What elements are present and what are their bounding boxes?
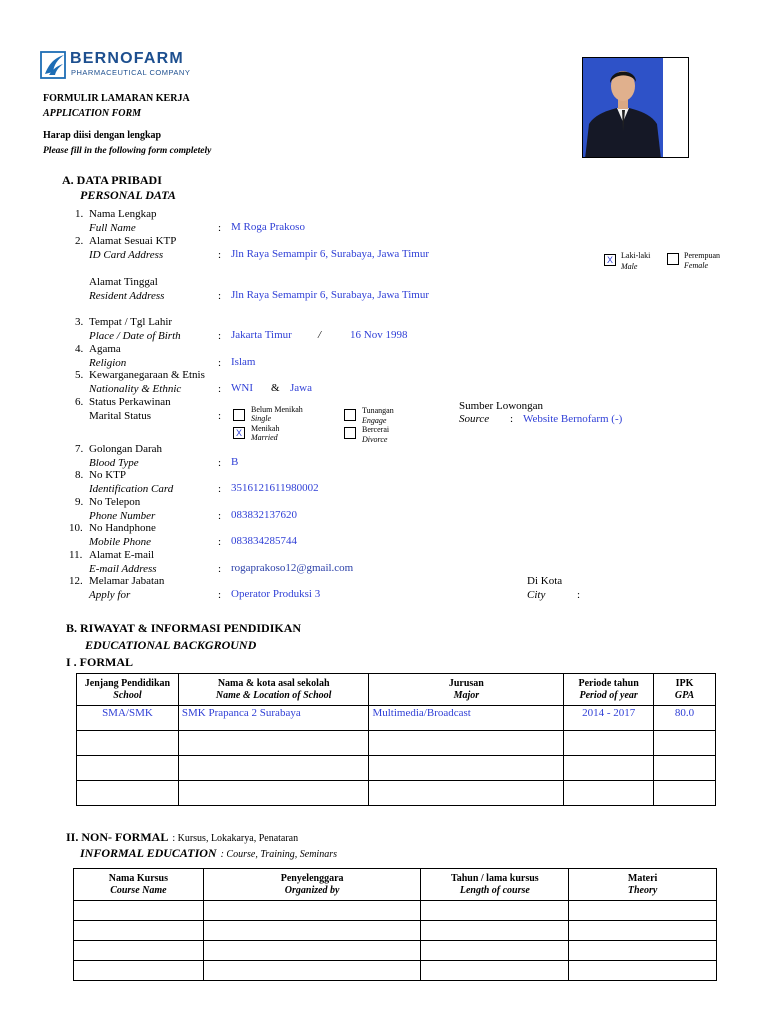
id-address-value[interactable]: Jln Raya Semampir 6, Surabaya, Jawa Timur (231, 248, 429, 260)
marital-married-checkbox[interactable]: X (233, 427, 245, 439)
table-cell[interactable] (421, 901, 569, 921)
column-header: Nama & kota asal sekolah Name & Location of School (178, 674, 369, 706)
phone-label: No Telepon (89, 496, 141, 508)
table-cell[interactable] (654, 731, 716, 756)
gender-female-checkbox[interactable] (667, 253, 679, 265)
form-title-en: APPLICATION FORM (43, 108, 142, 119)
phone-label-en: Phone Number (89, 510, 156, 522)
field-number: 11. (69, 549, 83, 561)
field-number: 4. (75, 343, 84, 355)
table-cell[interactable] (569, 961, 717, 981)
column-header: IPK GPA (654, 674, 716, 706)
instruction-en: Please fill in the following form completely (43, 146, 212, 156)
colon: : (218, 457, 222, 469)
ktp-label: No KTP (89, 469, 126, 481)
column-header: Tahun / lama kursus Length of course (421, 869, 569, 901)
table-cell[interactable] (564, 781, 654, 806)
source-label-en: Source (459, 413, 490, 425)
blood-label: Golongan Darah (89, 443, 163, 455)
colon: : (218, 589, 222, 601)
table-row (77, 731, 716, 756)
birth-label: Tempat / Tgl Lahir (89, 316, 173, 328)
gender-male-label-en: Male (621, 262, 638, 271)
colon: : (510, 413, 514, 425)
form-title-id: FORMULIR LAMARAN KERJA (43, 93, 190, 104)
colon: : (218, 510, 222, 522)
table-cell[interactable] (178, 781, 369, 806)
field-number: 2. (75, 235, 84, 247)
table-cell[interactable] (569, 921, 717, 941)
birth-place-value[interactable]: Jakarta Timur (231, 329, 292, 341)
marital-divorced-label-en: Divorce (362, 435, 388, 444)
table-cell[interactable] (74, 921, 204, 941)
table-cell[interactable] (421, 961, 569, 981)
resident-address-value[interactable]: Jln Raya Semampir 6, Surabaya, Jawa Timur (231, 289, 429, 301)
table-cell[interactable] (564, 731, 654, 756)
formal-education-table (76, 673, 716, 806)
marital-engaged-label: Tunangan (362, 406, 394, 415)
table-cell[interactable] (77, 781, 179, 806)
applicant-portrait-icon (583, 58, 689, 158)
colon: : (218, 563, 222, 575)
colon: : (218, 536, 222, 548)
ethnic-value[interactable]: Jawa (290, 382, 312, 394)
table-row (77, 781, 716, 806)
nationality-label: Kewarganegaraan & Etnis (89, 369, 205, 381)
colon: : (218, 383, 222, 395)
nationality-label-en: Nationality & Ethnic (89, 383, 182, 395)
company-logo (40, 50, 220, 82)
city-label-en: City (527, 589, 546, 601)
religion-label: Agama (89, 343, 121, 355)
table-cell[interactable] (203, 901, 421, 921)
table-cell[interactable] (74, 941, 204, 961)
table-cell[interactable] (178, 756, 369, 781)
table-row (77, 756, 716, 781)
nonformal-title-en-line (80, 844, 337, 862)
table-row (74, 941, 717, 961)
colon: : (218, 330, 222, 342)
applicant-photo (582, 57, 689, 158)
email-label: Alamat E-mail (89, 549, 155, 561)
section-a-title: A. DATA PRIBADI (62, 173, 162, 187)
marital-label-en: Marital Status (89, 410, 152, 422)
mobile-value[interactable]: 083834285744 (231, 535, 297, 547)
field-number: 8. (75, 469, 84, 481)
nonformal-education-table (73, 868, 717, 981)
section-b-title: B. RIWAYAT & INFORMASI PENDIDIKAN (66, 621, 302, 635)
marital-married-label: Menikah (251, 424, 280, 433)
birth-separator: / (318, 329, 322, 341)
nonformal-title-en: INFORMAL EDUCATION (80, 846, 217, 860)
colon: : (218, 222, 222, 234)
table-cell[interactable] (77, 756, 179, 781)
table-cell[interactable] (421, 941, 569, 961)
table-cell[interactable] (203, 921, 421, 941)
gender-male-label: Laki-laki (621, 251, 651, 260)
position-value[interactable]: Operator Produksi 3 (231, 588, 321, 600)
field-number: 5. (75, 369, 84, 381)
table-cell[interactable] (203, 961, 421, 981)
religion-value[interactable]: Islam (231, 356, 256, 368)
ktp-label-en: Identification Card (89, 483, 174, 495)
birth-label-en: Place / Date of Birth (89, 330, 181, 342)
column-header: Jenjang Pendidikan School (77, 674, 179, 706)
field-number: 9. (75, 496, 84, 508)
full-name-label: Nama Lengkap (89, 208, 157, 220)
company-name: BERNOFARM (70, 50, 184, 67)
field-number: 6. (75, 396, 84, 408)
instruction-id: Harap diisi dengan lengkap (43, 130, 162, 141)
marital-engaged-checkbox[interactable] (344, 409, 356, 421)
id-address-label: Alamat Sesuai KTP (89, 235, 177, 247)
colon: : (218, 410, 222, 422)
table-cell[interactable] (178, 731, 369, 756)
nonformal-subtitle-en: : Course, Training, Seminars (220, 849, 337, 860)
position-label-en: Apply for (89, 589, 131, 601)
table-header-row (77, 674, 716, 706)
position-label: Melamar Jabatan (89, 575, 165, 587)
table-row (74, 961, 717, 981)
field-number: 10. (69, 522, 83, 534)
formal-title: I . FORMAL (66, 655, 133, 669)
marital-single-checkbox[interactable] (233, 409, 245, 421)
nationality-value[interactable]: WNI (231, 382, 253, 394)
field-number: 12. (69, 575, 83, 587)
column-header: Periode tahun Period of year (564, 674, 654, 706)
table-cell[interactable] (654, 781, 716, 806)
table-cell[interactable] (369, 781, 564, 806)
table-cell[interactable] (77, 731, 179, 756)
colon: : (218, 483, 222, 495)
resident-address-label-en: Resident Address (89, 290, 165, 302)
section-b-subtitle: EDUCATIONAL BACKGROUND (85, 638, 257, 652)
marital-divorced-label: Bercerai (362, 425, 390, 434)
birth-date-value[interactable]: 16 Nov 1998 (350, 329, 408, 341)
email-value[interactable]: rogaprakoso12@gmail.com (231, 562, 354, 574)
table-cell[interactable] (369, 756, 564, 781)
bernofarm-logo-icon (40, 50, 68, 80)
marital-divorced-checkbox[interactable] (344, 427, 356, 439)
blood-label-en: Blood Type (89, 457, 139, 469)
table-cell[interactable]: 2014 - 2017 (564, 706, 654, 731)
table-cell[interactable]: SMA/SMK (77, 706, 179, 731)
column-header: Nama Kursus Course Name (74, 869, 204, 901)
table-cell[interactable] (654, 756, 716, 781)
table-cell[interactable] (421, 921, 569, 941)
mobile-label-en: Mobile Phone (89, 536, 152, 548)
ktp-value[interactable]: 3516121611980002 (231, 482, 319, 494)
mobile-label: No Handphone (89, 522, 156, 534)
blood-value[interactable]: B (231, 456, 239, 468)
gender-male-checkbox[interactable]: X (604, 254, 616, 266)
column-header: Penyelenggara Organized by (203, 869, 421, 901)
table-cell[interactable]: 80.0 (654, 706, 716, 731)
colon: : (577, 589, 581, 601)
table-header-row (74, 869, 717, 901)
field-number: 3. (75, 316, 84, 328)
nonformal-subtitle: : Kursus, Lokakarya, Penataran (172, 833, 299, 844)
marital-engaged-label-en: Engage (362, 416, 387, 425)
gender-female-label-en: Female (684, 261, 708, 270)
table-row (77, 706, 716, 731)
table-cell[interactable] (564, 756, 654, 781)
marital-single-label: Belum Menikah (251, 405, 303, 414)
email-label-en: E-mail Address (89, 563, 157, 575)
column-header: Jurusan Major (369, 674, 564, 706)
colon: : (218, 249, 222, 261)
gender-female-label: Perempuan (684, 251, 720, 260)
city-label: Di Kota (527, 575, 563, 587)
nationality-ampersand: & (271, 382, 280, 394)
nonformal-title: II. NON- FORMAL (66, 830, 169, 844)
table-cell[interactable] (569, 941, 717, 961)
table-cell[interactable] (74, 961, 204, 981)
colon: : (218, 357, 222, 369)
source-label: Sumber Lowongan (459, 400, 544, 412)
full-name-value[interactable]: M Roga Prakoso (231, 221, 305, 233)
table-cell[interactable]: Multimedia/Broadcast (369, 706, 564, 731)
religion-label-en: Religion (89, 357, 127, 369)
table-cell[interactable] (203, 941, 421, 961)
source-value[interactable]: Website Bernofarm (-) (523, 413, 623, 425)
table-row (74, 921, 717, 941)
field-number: 1. (75, 208, 84, 220)
table-cell[interactable] (369, 731, 564, 756)
column-header: Materi Theory (569, 869, 717, 901)
field-number: 7. (75, 443, 84, 455)
resident-address-label: Alamat Tinggal (89, 276, 158, 288)
table-row (74, 901, 717, 921)
company-tagline: PHARMACEUTICAL COMPANY (71, 68, 191, 77)
marital-married-label-en: Married (251, 433, 278, 442)
table-cell[interactable] (569, 901, 717, 921)
table-cell[interactable]: SMK Prapanca 2 Surabaya (178, 706, 369, 731)
marital-label: Status Perkawinan (89, 396, 171, 408)
id-address-label-en: ID Card Address (89, 249, 164, 261)
table-cell[interactable] (74, 901, 204, 921)
full-name-label-en: Full Name (89, 222, 136, 234)
colon: : (218, 290, 222, 302)
marital-single-label-en: Single (251, 414, 271, 423)
phone-value[interactable]: 083832137620 (231, 509, 297, 521)
section-a-subtitle: PERSONAL DATA (80, 188, 176, 202)
